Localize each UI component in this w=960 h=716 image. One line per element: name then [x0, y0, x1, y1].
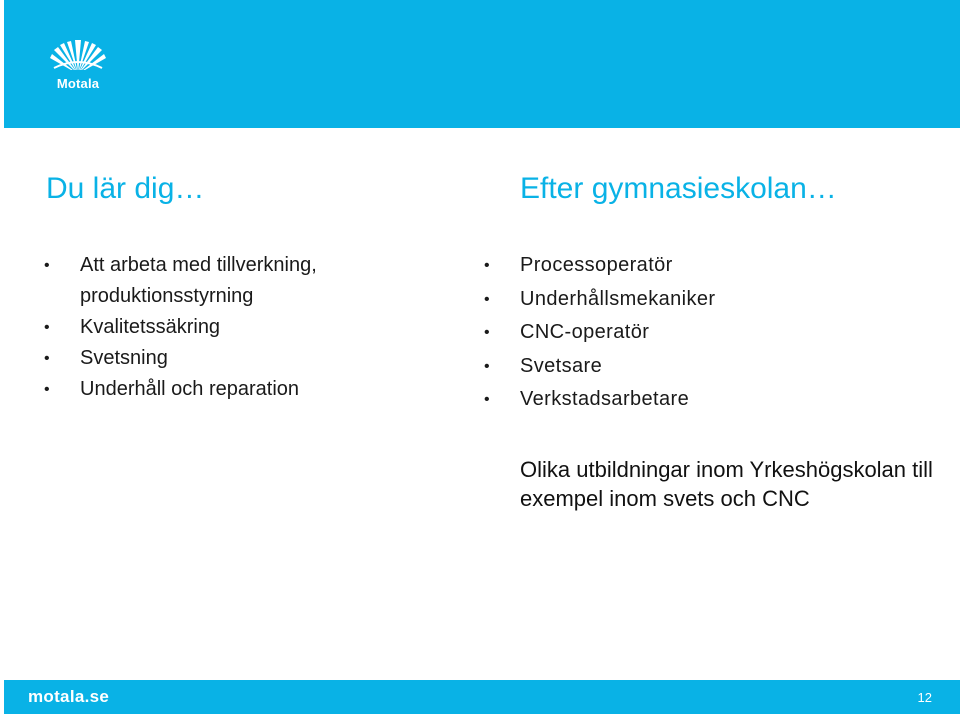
list-item: [44, 250, 317, 281]
motala-logo[interactable]: [48, 40, 108, 94]
list-item: [44, 312, 317, 343]
bullet-icon: •: [484, 357, 491, 375]
education-note: Olika utbildningar inom Yrkeshögskolan till exempel inom svets och CNC: [520, 457, 933, 511]
list-item-text: CNC-operatör: [520, 321, 650, 343]
list-item: [484, 316, 715, 350]
bullet-icon: •: [44, 381, 50, 398]
list-item-text: Kvalitetssäkring: [80, 316, 221, 338]
list-item: [484, 249, 715, 283]
list-item-text: Att arbeta med tillverkning,: [80, 254, 317, 276]
bullet-icon: •: [44, 350, 50, 367]
list-item-text: Processoperatör: [520, 254, 673, 276]
footer-brand-link[interactable]: motala.se: [28, 687, 110, 706]
bullet-icon: •: [484, 257, 491, 274]
logo-text: Motala: [56, 76, 100, 91]
bullet-icon: •: [484, 290, 491, 308]
right-bullet-list: [484, 249, 715, 417]
list-item: [44, 343, 317, 374]
bullet-icon: •: [44, 319, 50, 336]
list-item-text: produktionsstyrning: [80, 285, 254, 307]
list-item-text: Underhållsmekaniker: [520, 287, 716, 310]
bullet-icon: •: [484, 391, 491, 408]
page-number: 12: [917, 690, 932, 705]
list-item-text: Svetsning: [80, 347, 168, 369]
sunburst-icon: [48, 40, 108, 76]
list-item-text: Svetsare: [520, 354, 603, 377]
list-item: [484, 350, 715, 384]
footer-band: [4, 680, 960, 714]
left-bullet-list: [44, 250, 317, 405]
bullet-icon: •: [44, 257, 50, 274]
header-band: [4, 0, 960, 128]
bullet-icon: •: [484, 324, 491, 341]
list-item: [484, 283, 715, 317]
right-column-title: Efter gymnasieskolan…: [520, 172, 837, 205]
list-item: [44, 281, 317, 312]
left-column-title: Du lär dig…: [46, 172, 205, 205]
list-item: [44, 374, 317, 405]
list-item: [484, 383, 715, 417]
list-item-text: Underhåll och reparation: [80, 378, 300, 400]
list-item-text: Verkstadsarbetare: [520, 388, 690, 410]
